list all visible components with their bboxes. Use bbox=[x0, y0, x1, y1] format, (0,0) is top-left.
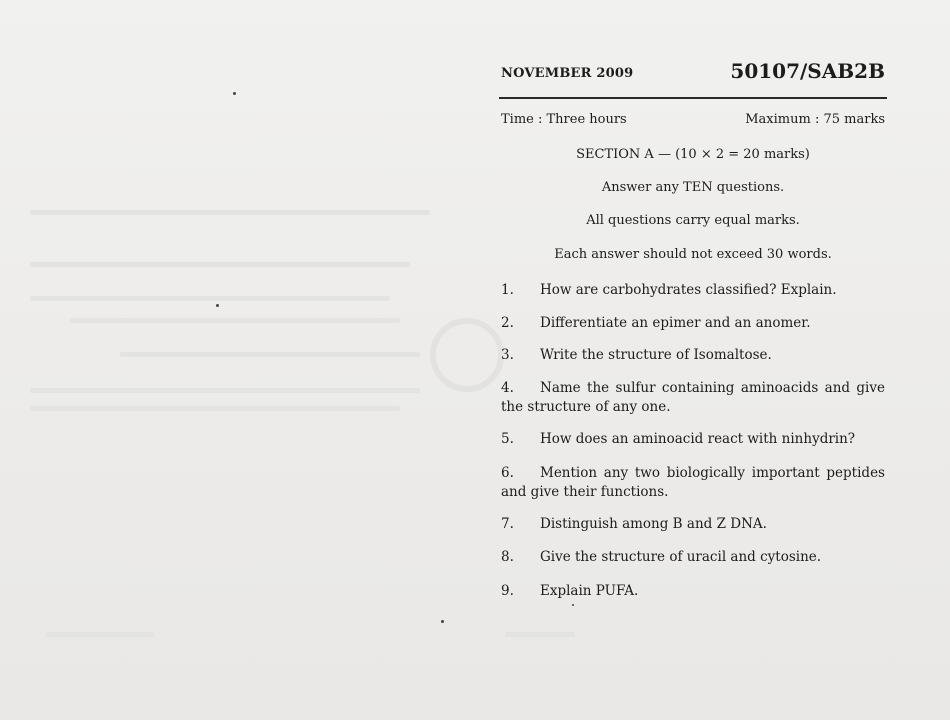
question-number: 7. bbox=[501, 516, 514, 532]
exam-month: NOVEMBER 2009 bbox=[501, 66, 634, 81]
question-text: Give the structure of uracil and cytosine. bbox=[540, 549, 822, 565]
question-number: 8. bbox=[501, 549, 514, 565]
question-number: 2. bbox=[501, 315, 514, 331]
question-item bbox=[501, 548, 885, 567]
question-text: Differentiate an epimer and an anomer. bbox=[540, 315, 811, 331]
section-title: SECTION A — (10 × 2 = 20 marks) bbox=[576, 147, 810, 162]
instruction-equal-marks: All questions carry equal marks. bbox=[586, 213, 800, 228]
question-number: 9. bbox=[501, 583, 514, 599]
question-item bbox=[501, 464, 885, 502]
bleed-through-line bbox=[45, 632, 155, 637]
question-text: Name the sulfur containing aminoacids and give the structure of any one. bbox=[501, 380, 885, 415]
time-allowed: Time : Three hours bbox=[501, 112, 627, 127]
question-number: 4. bbox=[501, 380, 514, 396]
instruction-answer-ten: Answer any TEN questions. bbox=[601, 180, 785, 195]
question-text: Write the structure of Isomaltose. bbox=[540, 347, 772, 363]
bleed-through-line bbox=[505, 632, 575, 637]
header-rule bbox=[499, 97, 887, 99]
page-header bbox=[501, 58, 885, 98]
bleed-through-line bbox=[30, 388, 420, 393]
question-number: 6. bbox=[501, 465, 514, 481]
question-item bbox=[501, 281, 885, 300]
question-item bbox=[501, 346, 885, 365]
paper-code: 50107/SAB2B bbox=[730, 59, 885, 83]
question-text: How does an aminoacid react with ninhydrin? bbox=[540, 431, 856, 447]
bleed-through-line bbox=[30, 262, 410, 267]
question-item bbox=[501, 515, 885, 534]
question-item bbox=[501, 314, 885, 333]
bleed-through-line bbox=[120, 352, 420, 357]
dust-speck bbox=[441, 620, 444, 623]
question-text: Explain PUFA. bbox=[540, 583, 639, 599]
question-item bbox=[501, 379, 885, 417]
question-number: 3. bbox=[501, 347, 514, 363]
question-text: Mention any two biologically important peptides and give their functions. bbox=[501, 465, 885, 500]
question-item bbox=[501, 430, 885, 449]
question-text: How are carbohydrates classified? Explain. bbox=[540, 282, 837, 298]
bleed-through-line bbox=[30, 210, 430, 215]
question-number: 1. bbox=[501, 282, 514, 298]
question-number: 5. bbox=[501, 431, 514, 447]
question-item bbox=[501, 582, 885, 601]
bleed-through-line bbox=[30, 296, 390, 301]
dust-speck bbox=[233, 92, 236, 95]
question-text: Distinguish among B and Z DNA. bbox=[540, 516, 767, 532]
instruction-word-limit: Each answer should not exceed 30 words. bbox=[554, 247, 832, 262]
dust-speck bbox=[572, 604, 574, 606]
bleed-through-line bbox=[30, 406, 400, 411]
bleed-through-line bbox=[70, 318, 400, 323]
dust-speck bbox=[216, 304, 219, 307]
faint-seal-watermark bbox=[430, 318, 504, 392]
maximum-marks: Maximum : 75 marks bbox=[745, 112, 885, 127]
